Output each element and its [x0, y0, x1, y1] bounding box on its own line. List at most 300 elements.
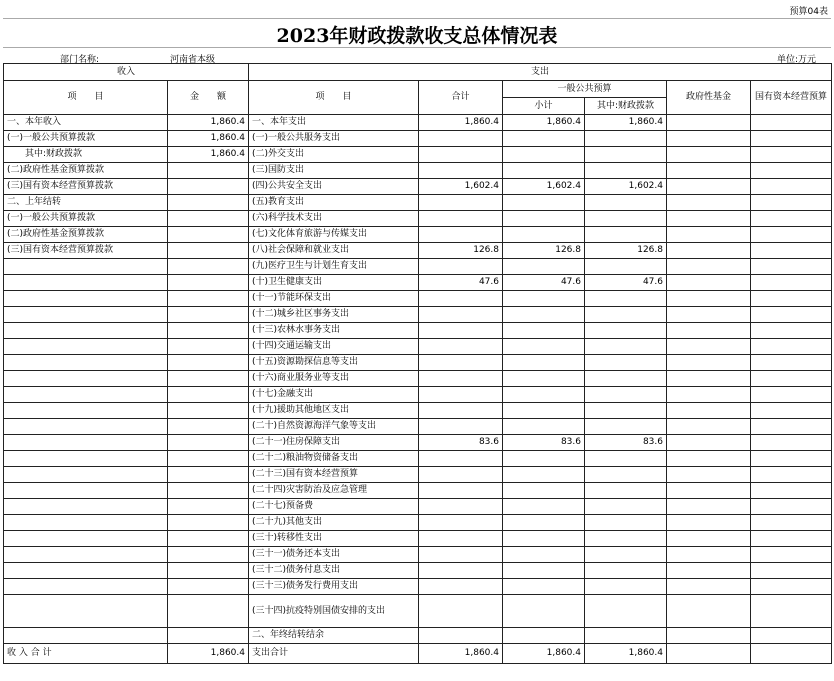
state-capital-header: 国有资本经营预算	[751, 81, 832, 115]
expense-total: 1,860.4	[419, 115, 503, 131]
general-subtotal	[503, 563, 585, 579]
table-row	[4, 467, 832, 483]
income-amount	[168, 579, 249, 595]
income-amount	[168, 211, 249, 227]
total-financial-allocation: 1,860.4	[585, 644, 667, 664]
state-capital-value	[751, 259, 832, 275]
expense-total	[419, 419, 503, 435]
general-subtotal	[503, 163, 585, 179]
financial-allocation	[585, 483, 667, 499]
gov-fund-value	[667, 147, 751, 163]
expense-total	[419, 467, 503, 483]
table-row	[4, 579, 832, 595]
financial-allocation	[585, 259, 667, 275]
gov-fund-value	[667, 467, 751, 483]
income-amount	[168, 435, 249, 451]
gov-fund-value	[667, 227, 751, 243]
general-subtotal	[503, 467, 585, 483]
of-which-header: 其中:财政拨款	[585, 98, 667, 115]
table-row	[4, 403, 832, 419]
general-subtotal	[503, 307, 585, 323]
income-item	[4, 291, 168, 307]
general-subtotal: 47.6	[503, 275, 585, 291]
expense-item: (四)公共安全支出	[249, 179, 419, 195]
state-capital-value	[751, 147, 832, 163]
general-subtotal	[503, 227, 585, 243]
top-rule	[3, 18, 831, 19]
table-row	[4, 307, 832, 323]
table-row	[4, 323, 832, 339]
financial-allocation	[585, 403, 667, 419]
state-capital-value	[751, 195, 832, 211]
financial-allocation	[585, 563, 667, 579]
income-amount	[168, 259, 249, 275]
state-capital-value	[751, 403, 832, 419]
income-amount	[168, 243, 249, 259]
income-item	[4, 515, 168, 531]
income-header: 收入	[4, 64, 249, 81]
table-row	[4, 179, 832, 195]
expense-total	[419, 387, 503, 403]
total-row	[4, 644, 832, 664]
state-capital-value	[751, 131, 832, 147]
table-row	[4, 435, 832, 451]
gov-fund-value	[667, 579, 751, 595]
table-body	[4, 115, 832, 664]
expense-total	[419, 131, 503, 147]
income-item	[4, 483, 168, 499]
table-row	[4, 371, 832, 387]
state-capital-value	[751, 483, 832, 499]
income-amount	[168, 339, 249, 355]
general-subtotal	[503, 131, 585, 147]
expense-item: (二十七)预备费	[249, 499, 419, 515]
state-capital-value	[751, 547, 832, 563]
total-state-capital-value	[751, 644, 832, 664]
general-subtotal	[503, 355, 585, 371]
income-amount	[168, 563, 249, 579]
income-amount	[168, 595, 249, 628]
expense-item: (七)文化体育旅游与传媒支出	[249, 227, 419, 243]
table-row	[4, 259, 832, 275]
financial-allocation: 126.8	[585, 243, 667, 259]
expense-item: (二十二)粮油物资储备支出	[249, 451, 419, 467]
expense-item: (十)卫生健康支出	[249, 275, 419, 291]
income-amount	[168, 179, 249, 195]
expense-item: 一、本年支出	[249, 115, 419, 131]
financial-allocation	[585, 387, 667, 403]
expense-total	[419, 147, 503, 163]
total-gov-fund-value	[667, 644, 751, 664]
state-capital-value	[751, 387, 832, 403]
income-item: 其中:财政拨款	[4, 147, 168, 163]
general-subtotal	[503, 515, 585, 531]
state-capital-value	[751, 579, 832, 595]
state-capital-value	[751, 275, 832, 291]
dept-label: 部门名称:	[60, 55, 100, 65]
state-capital-value	[751, 291, 832, 307]
expense-item: (十七)金融支出	[249, 387, 419, 403]
financial-allocation: 1,602.4	[585, 179, 667, 195]
table-row	[4, 595, 832, 628]
table-row	[4, 163, 832, 179]
expense-total	[419, 563, 503, 579]
total-income-amount: 1,860.4	[168, 644, 249, 664]
state-capital-value	[751, 499, 832, 515]
gov-fund-value	[667, 115, 751, 131]
financial-allocation	[585, 628, 667, 644]
state-capital-value	[751, 515, 832, 531]
gov-fund-value	[667, 563, 751, 579]
expense-item: (八)社会保障和就业支出	[249, 243, 419, 259]
expense-item: (三十四)抗疫特别国债安排的支出	[249, 595, 419, 628]
expense-total	[419, 483, 503, 499]
financial-allocation: 1,860.4	[585, 115, 667, 131]
state-capital-value	[751, 179, 832, 195]
income-item: (二)政府性基金预算拨款	[4, 227, 168, 243]
financial-allocation	[585, 355, 667, 371]
table-row	[4, 563, 832, 579]
expense-total	[419, 515, 503, 531]
expense-total	[419, 227, 503, 243]
table-row	[4, 387, 832, 403]
table-row	[4, 483, 832, 499]
general-budget-header: 一般公共预算	[503, 81, 667, 98]
expense-total	[419, 307, 503, 323]
gov-fund-value	[667, 595, 751, 628]
table-row	[4, 195, 832, 211]
state-capital-value	[751, 595, 832, 628]
form-id: 预算04表	[789, 7, 828, 17]
expense-item: (十一)节能环保支出	[249, 291, 419, 307]
financial-allocation	[585, 419, 667, 435]
income-amount	[168, 419, 249, 435]
expense-total	[419, 628, 503, 644]
financial-allocation	[585, 163, 667, 179]
total-general-subtotal: 1,860.4	[503, 644, 585, 664]
state-capital-value	[751, 307, 832, 323]
expense-item: (五)教育支出	[249, 195, 419, 211]
table-row	[4, 275, 832, 291]
income-amount	[168, 499, 249, 515]
income-item	[4, 595, 168, 628]
gov-fund-value	[667, 339, 751, 355]
gov-fund-value	[667, 323, 751, 339]
financial-allocation	[585, 131, 667, 147]
general-subtotal	[503, 579, 585, 595]
financial-allocation	[585, 211, 667, 227]
income-amount	[168, 531, 249, 547]
dept-value: 河南省本级	[170, 55, 216, 65]
general-subtotal	[503, 628, 585, 644]
income-amount	[168, 275, 249, 291]
income-item	[4, 435, 168, 451]
expense-total	[419, 595, 503, 628]
income-amount	[168, 195, 249, 211]
total-expense-total: 1,860.4	[419, 644, 503, 664]
table-row	[4, 628, 832, 644]
general-subtotal	[503, 339, 585, 355]
expense-total: 126.8	[419, 243, 503, 259]
income-amount	[168, 371, 249, 387]
gov-fund-value	[667, 179, 751, 195]
general-subtotal	[503, 403, 585, 419]
gov-fund-value	[667, 531, 751, 547]
general-subtotal	[503, 387, 585, 403]
state-capital-value	[751, 227, 832, 243]
income-item	[4, 628, 168, 644]
gov-fund-value	[667, 547, 751, 563]
table-row	[4, 419, 832, 435]
gov-fund-value	[667, 419, 751, 435]
gov-fund-value	[667, 195, 751, 211]
gov-fund-value	[667, 291, 751, 307]
income-item	[4, 355, 168, 371]
expense-item: (十三)农林水事务支出	[249, 323, 419, 339]
expense-total	[419, 259, 503, 275]
financial-allocation	[585, 227, 667, 243]
gov-fund-value	[667, 499, 751, 515]
income-item	[4, 371, 168, 387]
income-amount	[168, 227, 249, 243]
gov-fund-value	[667, 435, 751, 451]
unit-label: 单位:万元	[776, 55, 816, 65]
expense-item: (二十九)其他支出	[249, 515, 419, 531]
income-item	[4, 387, 168, 403]
financial-allocation: 47.6	[585, 275, 667, 291]
general-subtotal: 83.6	[503, 435, 585, 451]
expense-total	[419, 339, 503, 355]
expense-total	[419, 531, 503, 547]
expense-item: (二十一)住房保障支出	[249, 435, 419, 451]
income-amount	[168, 307, 249, 323]
gov-fund-value	[667, 259, 751, 275]
table-row	[4, 531, 832, 547]
income-amount	[168, 547, 249, 563]
state-capital-value	[751, 371, 832, 387]
income-item: 一、本年收入	[4, 115, 168, 131]
income-item: (一)一般公共预算拨款	[4, 211, 168, 227]
income-item: (三)国有资本经营预算拨款	[4, 179, 168, 195]
expense-item: (一)一般公共服务支出	[249, 131, 419, 147]
general-subtotal	[503, 531, 585, 547]
expense-total: 83.6	[419, 435, 503, 451]
expense-total	[419, 579, 503, 595]
table-row	[4, 243, 832, 259]
gov-fund-value	[667, 387, 751, 403]
state-capital-value	[751, 531, 832, 547]
income-amount: 1,860.4	[168, 115, 249, 131]
gov-fund-value	[667, 403, 751, 419]
state-capital-value	[751, 243, 832, 259]
financial-allocation	[585, 547, 667, 563]
expense-item: (三十一)债务还本支出	[249, 547, 419, 563]
table-row	[4, 131, 832, 147]
subtotal-header: 小计	[503, 98, 585, 115]
expense-item: (二十三)国有资本经营预算	[249, 467, 419, 483]
title-rule	[3, 47, 831, 48]
expense-total	[419, 195, 503, 211]
expense-item: 二、年终结转结余	[249, 628, 419, 644]
expense-total	[419, 163, 503, 179]
general-subtotal	[503, 211, 585, 227]
income-amount	[168, 483, 249, 499]
state-capital-value	[751, 211, 832, 227]
income-item	[4, 323, 168, 339]
income-amount	[168, 163, 249, 179]
general-subtotal	[503, 371, 585, 387]
financial-allocation	[585, 339, 667, 355]
total-expense-item: 支出合计	[249, 644, 419, 664]
table-row	[4, 499, 832, 515]
total-income-item: 收 入 合 计	[4, 644, 168, 664]
expense-total	[419, 547, 503, 563]
general-subtotal: 1,602.4	[503, 179, 585, 195]
table-row	[4, 227, 832, 243]
expense-item-header: 项 目	[249, 81, 419, 115]
gov-fund-value	[667, 483, 751, 499]
page-title: 2023年财政拨款收支总体情况表	[276, 25, 558, 47]
table-row	[4, 115, 832, 131]
income-item	[4, 259, 168, 275]
expense-item: (六)科学技术支出	[249, 211, 419, 227]
income-item: (二)政府性基金预算拨款	[4, 163, 168, 179]
general-subtotal: 126.8	[503, 243, 585, 259]
expense-total	[419, 355, 503, 371]
state-capital-value	[751, 339, 832, 355]
general-subtotal	[503, 547, 585, 563]
expense-total	[419, 499, 503, 515]
income-item	[4, 339, 168, 355]
expense-total	[419, 211, 503, 227]
expense-total	[419, 451, 503, 467]
expense-total	[419, 371, 503, 387]
general-subtotal	[503, 291, 585, 307]
financial-allocation	[585, 531, 667, 547]
state-capital-value	[751, 115, 832, 131]
expense-item: (十四)交通运输支出	[249, 339, 419, 355]
income-item	[4, 403, 168, 419]
expense-item: (三十二)债务付息支出	[249, 563, 419, 579]
state-capital-value	[751, 323, 832, 339]
expense-item: (十二)城乡社区事务支出	[249, 307, 419, 323]
expense-item: (二十四)灾害防治及应急管理	[249, 483, 419, 499]
financial-allocation	[585, 451, 667, 467]
gov-fund-value	[667, 355, 751, 371]
state-capital-value	[751, 628, 832, 644]
general-subtotal	[503, 595, 585, 628]
budget-table	[3, 63, 832, 664]
financial-allocation	[585, 595, 667, 628]
state-capital-value	[751, 163, 832, 179]
expense-total: 1,602.4	[419, 179, 503, 195]
expense-total	[419, 323, 503, 339]
table-row	[4, 355, 832, 371]
financial-allocation	[585, 307, 667, 323]
income-item	[4, 275, 168, 291]
income-amount	[168, 291, 249, 307]
expense-item: (二)外交支出	[249, 147, 419, 163]
expense-total	[419, 403, 503, 419]
table-row	[4, 147, 832, 163]
state-capital-value	[751, 355, 832, 371]
general-subtotal	[503, 195, 585, 211]
income-amount	[168, 355, 249, 371]
income-item	[4, 531, 168, 547]
income-amount: 1,860.4	[168, 147, 249, 163]
expense-item: (三)国防支出	[249, 163, 419, 179]
state-capital-value	[751, 435, 832, 451]
general-subtotal: 1,860.4	[503, 115, 585, 131]
expense-total	[419, 291, 503, 307]
general-subtotal	[503, 259, 585, 275]
financial-allocation	[585, 323, 667, 339]
expense-total: 47.6	[419, 275, 503, 291]
expense-item: (九)医疗卫生与计划生育支出	[249, 259, 419, 275]
gov-fund-value	[667, 163, 751, 179]
financial-allocation	[585, 579, 667, 595]
income-amount	[168, 467, 249, 483]
financial-allocation	[585, 291, 667, 307]
income-amount	[168, 515, 249, 531]
financial-allocation	[585, 371, 667, 387]
expense-header: 支出	[249, 64, 832, 81]
income-amount	[168, 451, 249, 467]
expense-item: (三十)转移性支出	[249, 531, 419, 547]
table-row	[4, 451, 832, 467]
income-item	[4, 547, 168, 563]
general-subtotal	[503, 147, 585, 163]
expense-item: (三十三)债务发行费用支出	[249, 579, 419, 595]
financial-allocation	[585, 515, 667, 531]
general-subtotal	[503, 323, 585, 339]
expense-item: (二十)自然资源海洋气象等支出	[249, 419, 419, 435]
amount-header: 金 额	[168, 81, 249, 115]
expense-item: (十五)资源勘探信息等支出	[249, 355, 419, 371]
income-amount	[168, 323, 249, 339]
table-row	[4, 339, 832, 355]
financial-allocation	[585, 195, 667, 211]
income-amount: 1,860.4	[168, 131, 249, 147]
table-row	[4, 211, 832, 227]
income-item	[4, 467, 168, 483]
income-item: (一)一般公共预算拨款	[4, 131, 168, 147]
gov-fund-value	[667, 211, 751, 227]
gov-fund-value	[667, 275, 751, 291]
income-item	[4, 579, 168, 595]
gov-fund-value	[667, 628, 751, 644]
income-item: 二、上年结转	[4, 195, 168, 211]
general-subtotal	[503, 451, 585, 467]
income-item-header: 项 目	[4, 81, 168, 115]
gov-fund-value	[667, 515, 751, 531]
table-row	[4, 515, 832, 531]
income-item: (三)国有资本经营预算拨款	[4, 243, 168, 259]
financial-allocation	[585, 147, 667, 163]
gov-fund-value	[667, 451, 751, 467]
table-row	[4, 547, 832, 563]
income-amount	[168, 628, 249, 644]
gov-fund-value	[667, 371, 751, 387]
table-row	[4, 291, 832, 307]
income-item	[4, 419, 168, 435]
financial-allocation	[585, 499, 667, 515]
general-subtotal	[503, 499, 585, 515]
gov-fund-value	[667, 307, 751, 323]
financial-allocation: 83.6	[585, 435, 667, 451]
expense-item: (十九)援助其他地区支出	[249, 403, 419, 419]
income-item	[4, 307, 168, 323]
